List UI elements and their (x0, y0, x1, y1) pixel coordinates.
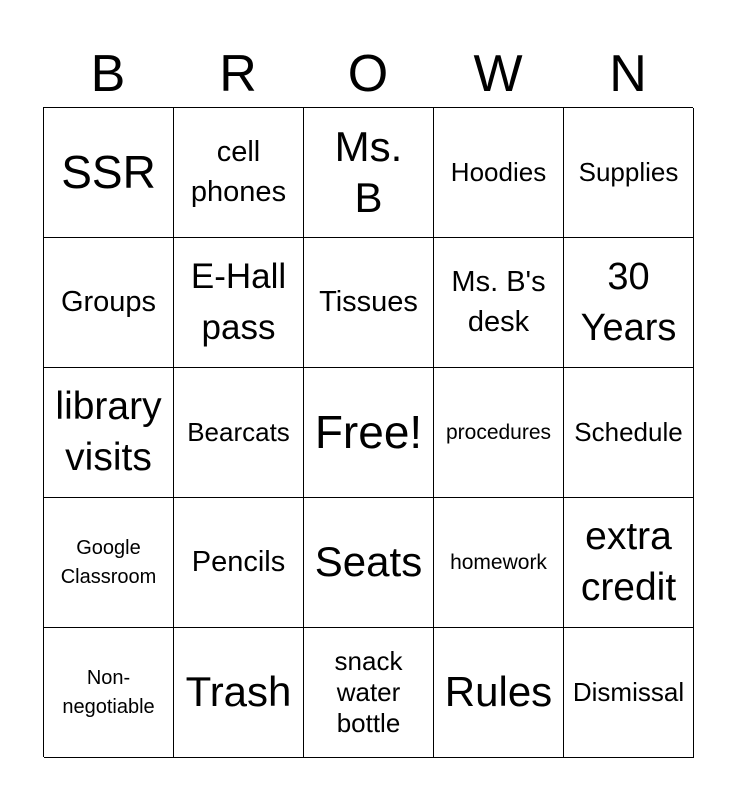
header-letter-r: R (219, 45, 257, 103)
header-letter-n: N (609, 45, 647, 103)
cell-label: Schedule (574, 416, 683, 447)
bingo-cell-rules[interactable] (434, 628, 564, 758)
bingo-cell-ssr[interactable] (44, 108, 174, 238)
cell-label: Trash (185, 668, 292, 716)
cell-label: Dismissal (572, 676, 685, 707)
header-letter-b: B (90, 45, 126, 103)
bingo-cell-homework[interactable] (434, 498, 564, 628)
cell-label: Google Classroom (60, 536, 157, 588)
cell-label: snack water bottle (334, 645, 403, 739)
cell-label: library visits (55, 384, 162, 479)
bingo-cell-groups[interactable] (44, 238, 174, 368)
bingo-cell-trash[interactable] (174, 628, 304, 758)
bingo-cell-dismissal[interactable] (564, 628, 694, 758)
bingo-cell-ms-bs-desk[interactable] (434, 238, 564, 368)
bingo-cell-hoodies[interactable] (434, 108, 564, 238)
cell-label: Rules (444, 668, 553, 716)
bingo-cell-cell-phones[interactable] (174, 108, 304, 238)
bingo-cell-pencils[interactable] (174, 498, 304, 628)
cell-label: Tissues (319, 285, 418, 318)
cell-label: SSR (61, 145, 156, 198)
cell-label: E-Hall pass (190, 256, 287, 347)
cell-label: 30 Years (580, 255, 677, 349)
bingo-cell-free[interactable] (304, 368, 434, 498)
bingo-cell-tissues[interactable] (304, 238, 434, 368)
bingo-cell-snack-water-bottle[interactable] (304, 628, 434, 758)
bingo-cell-e-hall-pass[interactable] (174, 238, 304, 368)
cell-label: Supplies (578, 156, 679, 187)
bingo-cell-30-years[interactable] (564, 238, 694, 368)
cell-label: cell phones (190, 136, 287, 208)
bingo-cell-ms-b[interactable] (304, 108, 434, 238)
bingo-cell-bearcats[interactable] (174, 368, 304, 498)
bingo-cell-procedures[interactable] (434, 368, 564, 498)
cell-label: Ms. B (334, 123, 403, 221)
bingo-cell-seats[interactable] (304, 498, 434, 628)
cell-label: extra credit (580, 514, 677, 609)
bingo-cell-schedule[interactable] (564, 368, 694, 498)
bingo-cell-supplies[interactable] (564, 108, 694, 238)
cell-label: homework (450, 550, 547, 574)
cell-label: Hoodies (450, 156, 547, 187)
cell-label: Ms. B's desk (451, 266, 546, 338)
bingo-cell-library-visits[interactable] (44, 368, 174, 498)
bingo-header (43, 40, 693, 108)
header-letter-w: W (473, 45, 523, 103)
bingo-cell-non-negotiable[interactable] (44, 628, 174, 758)
cell-label: Pencils (191, 545, 286, 578)
cell-label: Non- negotiable (62, 666, 155, 718)
bingo-board (43, 107, 693, 757)
bingo-cell-extra-credit[interactable] (564, 498, 694, 628)
cell-label: procedures (445, 420, 552, 444)
header-letter-o: O (347, 45, 389, 103)
cell-label: Groups (60, 285, 157, 318)
cell-label: Seats (314, 538, 423, 586)
cell-label: Bearcats (187, 416, 290, 447)
bingo-cell-google-classroom[interactable] (44, 498, 174, 628)
cell-label: Free! (314, 405, 423, 458)
